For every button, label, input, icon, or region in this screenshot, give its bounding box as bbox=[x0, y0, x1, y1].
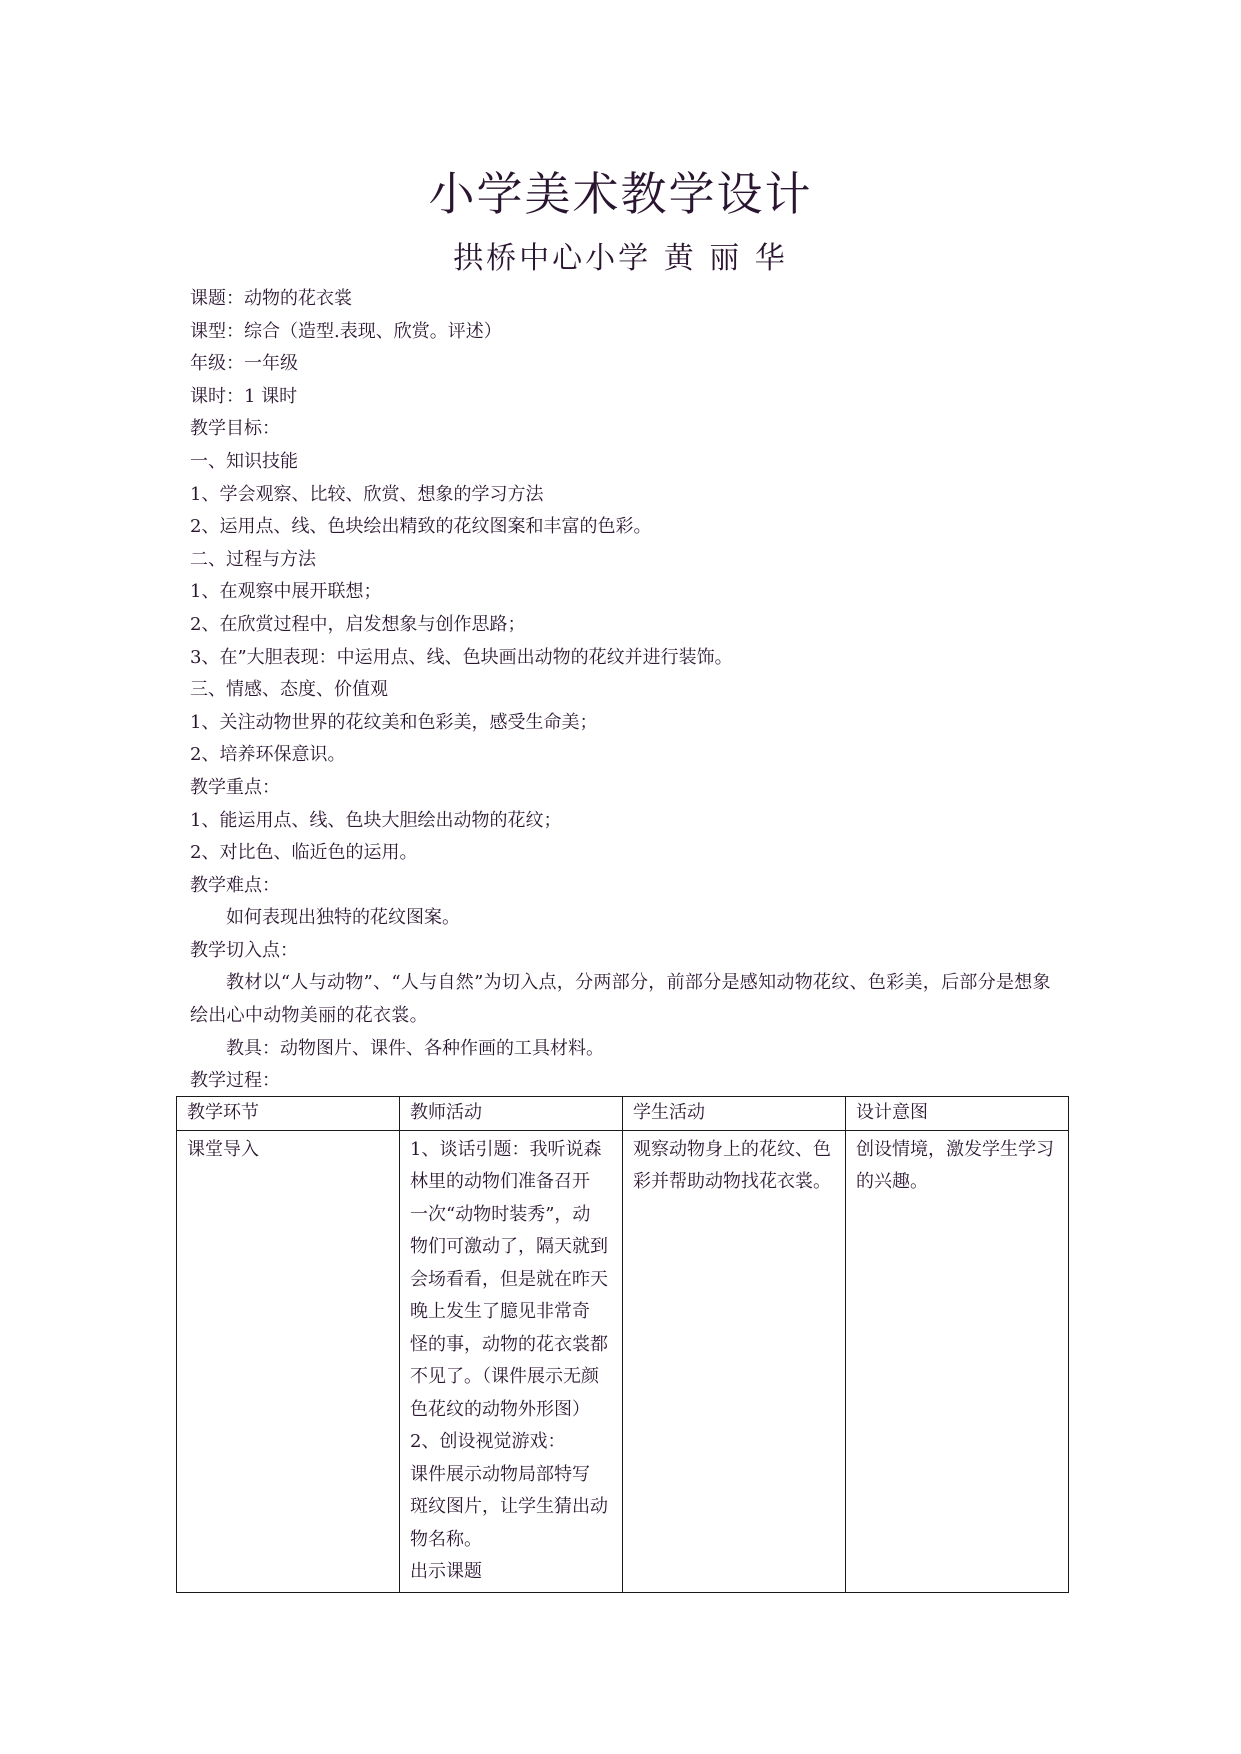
class-hours-line: 课时：1 课时 bbox=[190, 385, 298, 407]
goal1-item2: 2、运用点、线、色块绘出精致的花纹图案和丰富的色彩。 bbox=[190, 516, 652, 538]
author-line: 拱桥中心小学 黄 丽 华 bbox=[453, 241, 788, 276]
key-point-2: 2、对比色、临近色的运用。 bbox=[190, 842, 418, 864]
teacher-line: 1、谈话引题：我听说森 bbox=[410, 1138, 602, 1160]
teacher-line: 一次“动物时装秀”，动 bbox=[410, 1203, 591, 1225]
teaching-process-table bbox=[176, 1096, 1069, 1593]
grade-line: 年级：一年级 bbox=[190, 353, 298, 375]
student-line: 彩并帮助动物找花衣裳。 bbox=[633, 1171, 831, 1192]
table-header-row bbox=[177, 1097, 1069, 1131]
difficulty-text: 如何表现出独特的花纹图案。 bbox=[226, 907, 460, 929]
stage-text: 课堂导入 bbox=[187, 1138, 259, 1160]
header-student-activity: 学生活动 bbox=[623, 1097, 846, 1131]
table-row bbox=[177, 1130, 1069, 1592]
teacher-line: 物们可激动了，隔天就到 bbox=[410, 1236, 608, 1257]
teacher-line: 林里的动物们准备召开 bbox=[410, 1171, 590, 1192]
teacher-line: 物名称。 bbox=[410, 1528, 482, 1550]
intent-line: 的兴趣。 bbox=[856, 1171, 928, 1192]
topic-line: 课题：动物的花衣裳 bbox=[190, 288, 352, 309]
student-line: 观察动物身上的花纹、色 bbox=[633, 1138, 831, 1160]
goal1-heading: 一、知识技能 bbox=[190, 450, 298, 472]
teacher-line: 怪的事，动物的花衣裳都 bbox=[410, 1333, 608, 1355]
difficulty-heading: 教学难点： bbox=[190, 874, 280, 896]
goal2-heading: 二、过程与方法 bbox=[190, 548, 316, 570]
entry-point-heading: 教学切入点： bbox=[190, 939, 298, 961]
teacher-line: 课件展示动物局部特写 bbox=[410, 1463, 590, 1485]
teacher-line: 色花纹的动物外形图） bbox=[410, 1398, 590, 1420]
goal3-item2: 2、培养环保意识。 bbox=[190, 744, 346, 766]
document-body bbox=[190, 283, 1062, 1098]
header-teacher-activity: 教师活动 bbox=[400, 1097, 623, 1131]
header-stage: 教学环节 bbox=[177, 1097, 400, 1131]
teacher-line: 2、创设视觉游戏： bbox=[410, 1431, 566, 1452]
teacher-line: 斑纹图片，让学生猜出动 bbox=[410, 1496, 608, 1517]
goal2-item3: 3、在”大胆表现：中运用点、线、色块画出动物的花纹并进行装饰。 bbox=[190, 646, 733, 668]
intent-line: 创设情境，激发学生学习 bbox=[856, 1138, 1054, 1160]
key-point-1: 1、能运用点、线、色块大胆绘出动物的花纹； bbox=[190, 809, 562, 831]
key-points-heading: 教学重点： bbox=[190, 776, 280, 798]
stage-cell bbox=[177, 1130, 400, 1592]
lesson-type-line: 课型：综合（造型.表现、欣赏。评述） bbox=[190, 320, 502, 342]
goal3-heading: 三、情感、态度、价值观 bbox=[190, 679, 388, 701]
design-intent-cell bbox=[846, 1130, 1069, 1592]
teacher-activity-cell bbox=[400, 1130, 623, 1592]
goal3-item1: 1、关注动物世界的花纹美和色彩美，感受生命美； bbox=[190, 711, 598, 733]
entry-point-text: 教材以“人与动物”、“人与自然”为切入点，分两部分，前部分是感知动物花纹、色彩美，后部分是想象绘出心中动物美丽的花衣裳。 bbox=[190, 972, 1051, 1027]
teacher-line: 晚上发生了臆见非常奇 bbox=[410, 1301, 590, 1322]
goals-heading: 教学目标： bbox=[190, 418, 280, 440]
goal2-item2: 2、在欣赏过程中，启发想象与创作思路； bbox=[190, 613, 526, 635]
process-heading: 教学过程： bbox=[190, 1070, 280, 1092]
header-design-intent: 设计意图 bbox=[846, 1097, 1069, 1131]
teacher-line: 会场看看，但是就在昨天 bbox=[410, 1268, 608, 1290]
teaching-tools-line: 教具：动物图片、课件、各种作画的工具材料。 bbox=[226, 1037, 604, 1059]
document-title: 小学美术教学设计 bbox=[428, 167, 813, 221]
goal2-item1: 1、在观察中展开联想； bbox=[190, 581, 382, 603]
goal1-item1: 1、学会观察、比较、欣赏、想象的学习方法 bbox=[190, 483, 544, 505]
teacher-line: 出示课题 bbox=[410, 1561, 482, 1582]
teacher-line: 不见了。（课件展示无颜 bbox=[410, 1366, 599, 1387]
student-activity-cell bbox=[623, 1130, 846, 1592]
